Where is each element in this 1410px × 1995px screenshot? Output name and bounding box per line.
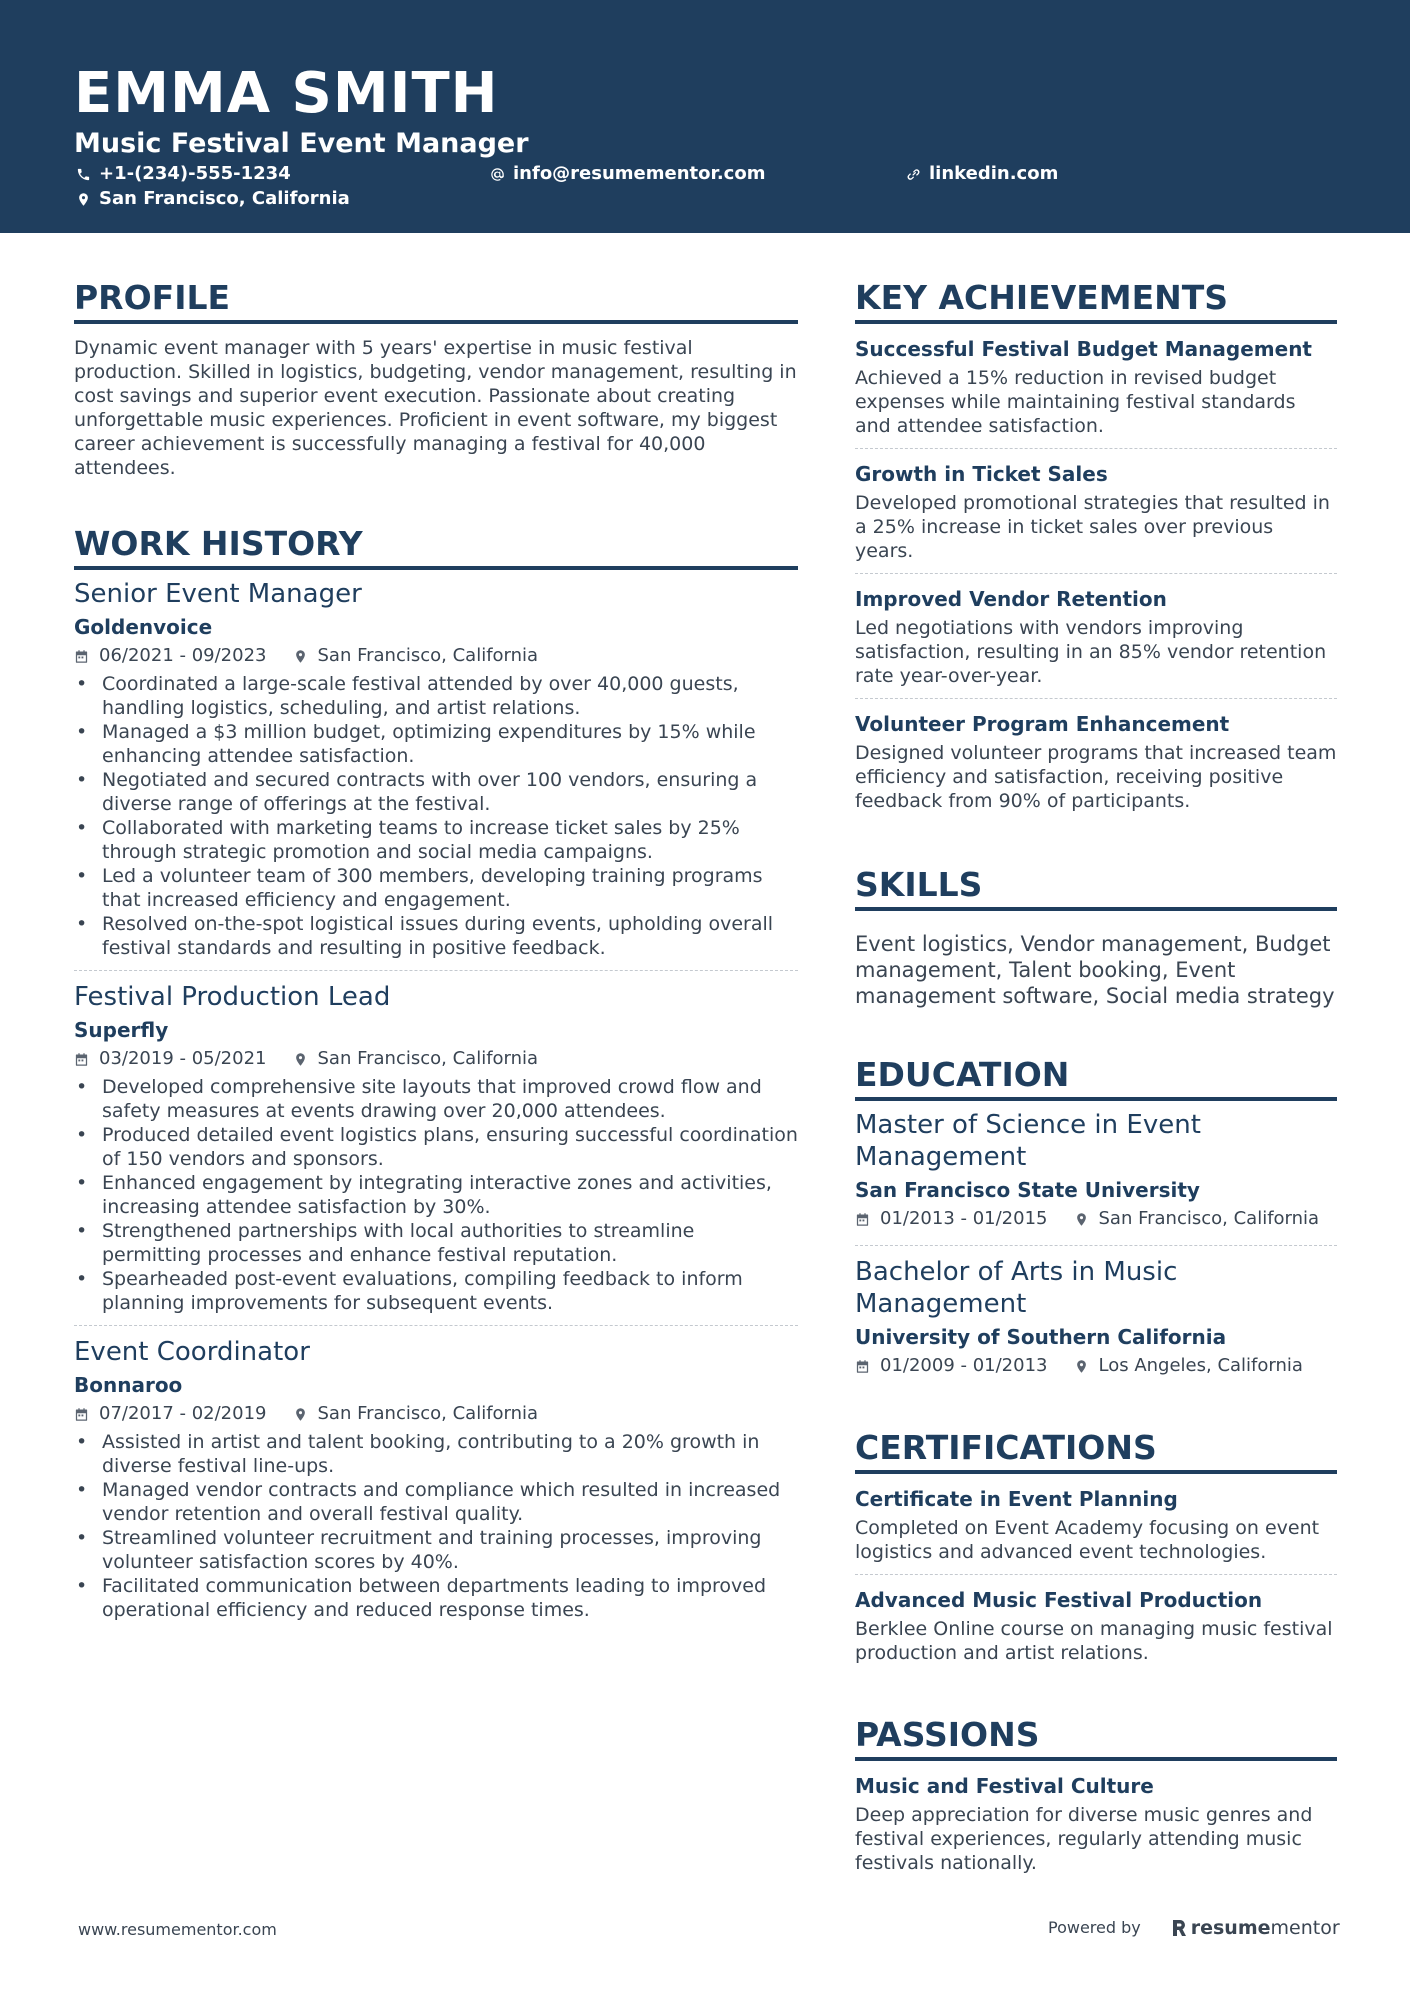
job-dates: 06/2021 - 09/2023 bbox=[99, 645, 267, 666]
bullet-item: • Strengthened partnerships with local authorities to streamline permitting processes and enhance festival reputation. bbox=[74, 1219, 798, 1267]
certification-item bbox=[855, 1574, 1337, 1675]
resume-header bbox=[0, 0, 1410, 233]
contact-location bbox=[76, 187, 350, 211]
job-title: Senior Event Manager bbox=[74, 579, 362, 609]
achievement-title: Improved Vendor Retention bbox=[855, 587, 1167, 611]
passion-title: Music and Festival Culture bbox=[855, 1774, 1154, 1798]
job-entry bbox=[74, 1325, 798, 1632]
passions-section bbox=[855, 1715, 1337, 1885]
skills-heading: SKILLS bbox=[855, 865, 1337, 911]
job-location-text: San Francisco, California bbox=[317, 1048, 539, 1069]
passion-text: Deep appreciation for diverse music genres and festival experiences, regularly attending music festivals nationally. bbox=[855, 1804, 1313, 1874]
brand-logo[interactable] bbox=[1171, 1916, 1340, 1940]
job-location-text: San Francisco, California bbox=[317, 645, 539, 666]
skills-section bbox=[855, 865, 1337, 1009]
right-column bbox=[855, 278, 1337, 1925]
achievement-title: Volunteer Program Enhancement bbox=[855, 712, 1230, 736]
brand-name-light: mentor bbox=[1270, 1917, 1340, 1939]
calendar-icon bbox=[74, 1052, 89, 1067]
education-location bbox=[1074, 1207, 1320, 1231]
job-bullets bbox=[74, 1075, 798, 1315]
achievement-item bbox=[855, 336, 1337, 448]
job-entry bbox=[74, 970, 798, 1325]
location-pin-icon bbox=[293, 1407, 308, 1422]
achievement-text: Developed promotional strategies that resulted in a 25% increase in ticket sales over previous years. bbox=[855, 492, 1330, 562]
achievement-text: Achieved a 15% reduction in revised budget expenses while maintaining festival standards and attendee satisfaction. bbox=[855, 367, 1296, 437]
achievements-section bbox=[855, 278, 1337, 823]
bullet-item: • Coordinated a large-scale festival attended by over 40,000 guests, handling logistics, scheduling, and artist relations. bbox=[74, 672, 798, 720]
job-location bbox=[293, 1047, 539, 1071]
calendar-icon bbox=[855, 1359, 870, 1374]
bullet-item: • Facilitated communication between departments leading to improved operational efficiency and reduced response times. bbox=[74, 1574, 798, 1622]
contact-phone[interactable] bbox=[76, 162, 291, 186]
job-location bbox=[293, 1402, 539, 1426]
education-dates: 01/2009 - 01/2013 bbox=[880, 1355, 1048, 1376]
footer-branding bbox=[1048, 1916, 1340, 1940]
education-item bbox=[855, 1245, 1337, 1392]
job-meta bbox=[74, 1047, 798, 1071]
powered-by-label: Powered by bbox=[1048, 1918, 1141, 1937]
education-item bbox=[855, 1109, 1337, 1245]
certification-title: Certificate in Event Planning bbox=[855, 1487, 1178, 1511]
job-location-text: San Francisco, California bbox=[317, 1403, 539, 1424]
footer-website[interactable]: www.resumementor.com bbox=[78, 1920, 277, 1939]
contact-email[interactable] bbox=[490, 162, 765, 186]
company-name: Bonnaroo bbox=[74, 1373, 183, 1397]
education-dates: 01/2013 - 01/2015 bbox=[880, 1208, 1048, 1229]
achievement-item bbox=[855, 573, 1337, 698]
bullet-item: • Led a volunteer team of 300 members, developing training programs that increased efficiency and engagement. bbox=[74, 864, 798, 912]
brand-mark-icon bbox=[1171, 1919, 1187, 1937]
bullet-item: • Resolved on-the-spot logistical issues during events, upholding overall festival standards and resulting in positive feedback. bbox=[74, 912, 798, 960]
calendar-icon bbox=[855, 1212, 870, 1227]
link-icon bbox=[906, 167, 921, 182]
location-pin-icon bbox=[76, 192, 91, 207]
location-pin-icon bbox=[293, 649, 308, 664]
job-location bbox=[293, 644, 539, 668]
phone-text: +1-(234)-555-1234 bbox=[99, 163, 291, 184]
certifications-heading: CERTIFICATIONS bbox=[855, 1428, 1337, 1474]
achievement-item bbox=[855, 698, 1337, 823]
company-name: Goldenvoice bbox=[74, 615, 213, 639]
achievement-text: Designed volunteer programs that increased team efficiency and satisfaction, receiving positive feedback from 90% of participants. bbox=[855, 742, 1337, 812]
job-dates: 07/2017 - 02/2019 bbox=[99, 1403, 267, 1424]
left-column bbox=[74, 278, 798, 1672]
profile-heading: PROFILE bbox=[74, 278, 798, 324]
location-pin-icon bbox=[1074, 1212, 1089, 1227]
bullet-item: • Produced detailed event logistics plans, ensuring successful coordination of 150 vendors and sponsors. bbox=[74, 1123, 798, 1171]
education-heading: EDUCATION bbox=[855, 1055, 1337, 1101]
location-text: San Francisco, California bbox=[99, 188, 350, 209]
job-title: Festival Production Lead bbox=[74, 982, 391, 1012]
certification-text: Completed on Event Academy focusing on event logistics and advanced event technologies. bbox=[855, 1517, 1320, 1563]
job-dates: 03/2019 - 05/2021 bbox=[99, 1048, 267, 1069]
education-location-text: San Francisco, California bbox=[1098, 1208, 1320, 1229]
profile-text: Dynamic event manager with 5 years' expertise in music festival production. Skilled in logistics, budgeting, vendor management, resulting in cost savings and superior event execution. Passionate about creating unforgettable music experiences. Proficient in event software, my biggest career achievement is successfully managing a festival for 40,000 attendees. bbox=[74, 337, 797, 479]
bullet-item: • Assisted in artist and talent booking, contributing to a 20% growth in diverse festival line-ups. bbox=[74, 1430, 798, 1478]
linkedin-text: linkedin.com bbox=[929, 163, 1059, 184]
skills-text: Event logistics, Vendor management, Budget management, Talent booking, Event management software, Social media strategy bbox=[855, 932, 1335, 1008]
profile-section bbox=[74, 278, 798, 480]
candidate-name: EMMA SMITH bbox=[74, 61, 499, 126]
brand-name-bold: resume bbox=[1190, 1917, 1271, 1939]
education-location bbox=[1074, 1354, 1303, 1378]
work-history-section bbox=[74, 524, 798, 1632]
bullet-item: • Managed vendor contracts and compliance which resulted in increased vendor retention and overall festival quality. bbox=[74, 1478, 798, 1526]
bullet-item: • Negotiated and secured contracts with over 100 vendors, ensuring a diverse range of offerings at the festival. bbox=[74, 768, 798, 816]
bullet-item: • Managed a $3 million budget, optimizing expenditures by 15% while enhancing attendee satisfaction. bbox=[74, 720, 798, 768]
degree-title: Bachelor of Arts in Music Management bbox=[855, 1257, 1178, 1319]
job-title: Event Coordinator bbox=[74, 1337, 310, 1367]
achievements-heading: KEY ACHIEVEMENTS bbox=[855, 278, 1337, 324]
job-bullets bbox=[74, 672, 798, 960]
passion-item bbox=[855, 1773, 1337, 1885]
job-meta bbox=[74, 1402, 798, 1426]
job-meta bbox=[74, 644, 798, 668]
achievement-text: Led negotiations with vendors improving satisfaction, resulting in an 85% vendor retention rate year-over-year. bbox=[855, 617, 1327, 687]
degree-title: Master of Science in Event Management bbox=[855, 1110, 1201, 1172]
job-bullets bbox=[74, 1430, 798, 1622]
candidate-title: Music Festival Event Manager bbox=[74, 128, 529, 159]
contact-linkedin[interactable] bbox=[906, 162, 1058, 186]
bullet-item: • Collaborated with marketing teams to increase ticket sales by 25% through strategic promotion and social media campaigns. bbox=[74, 816, 798, 864]
bullet-item: • Spearheaded post-event evaluations, compiling feedback to inform planning improvements for subsequent events. bbox=[74, 1267, 798, 1315]
company-name: Superfly bbox=[74, 1018, 169, 1042]
work-history-heading: WORK HISTORY bbox=[74, 524, 798, 570]
bullet-item: • Developed comprehensive site layouts that improved crowd flow and safety measures at events drawing over 20,000 attendees. bbox=[74, 1075, 798, 1123]
at-icon bbox=[490, 167, 505, 182]
job-entry bbox=[74, 578, 798, 970]
certification-item bbox=[855, 1486, 1337, 1574]
education-meta bbox=[855, 1207, 1337, 1231]
location-pin-icon bbox=[293, 1052, 308, 1067]
school-name: San Francisco State University bbox=[855, 1178, 1200, 1202]
bullet-item: • Enhanced engagement by integrating interactive zones and activities, increasing attendee satisfaction by 30%. bbox=[74, 1171, 798, 1219]
education-location-text: Los Angeles, California bbox=[1098, 1355, 1303, 1376]
education-meta bbox=[855, 1354, 1337, 1378]
certification-text: Berklee Online course on managing music festival production and artist relations. bbox=[855, 1618, 1333, 1664]
school-name: University of Southern California bbox=[855, 1325, 1227, 1349]
achievement-title: Growth in Ticket Sales bbox=[855, 462, 1108, 486]
achievement-title: Successful Festival Budget Management bbox=[855, 337, 1312, 361]
calendar-icon bbox=[74, 1407, 89, 1422]
achievement-item bbox=[855, 448, 1337, 573]
email-text: info@resumementor.com bbox=[513, 163, 766, 184]
location-pin-icon bbox=[1074, 1359, 1089, 1374]
certification-title: Advanced Music Festival Production bbox=[855, 1588, 1263, 1612]
phone-icon bbox=[76, 167, 91, 182]
passions-heading: PASSIONS bbox=[855, 1715, 1337, 1761]
calendar-icon bbox=[74, 649, 89, 664]
certifications-section bbox=[855, 1428, 1337, 1675]
bullet-item: • Streamlined volunteer recruitment and training processes, improving volunteer satisfaction scores by 40%. bbox=[74, 1526, 798, 1574]
education-section bbox=[855, 1055, 1337, 1392]
